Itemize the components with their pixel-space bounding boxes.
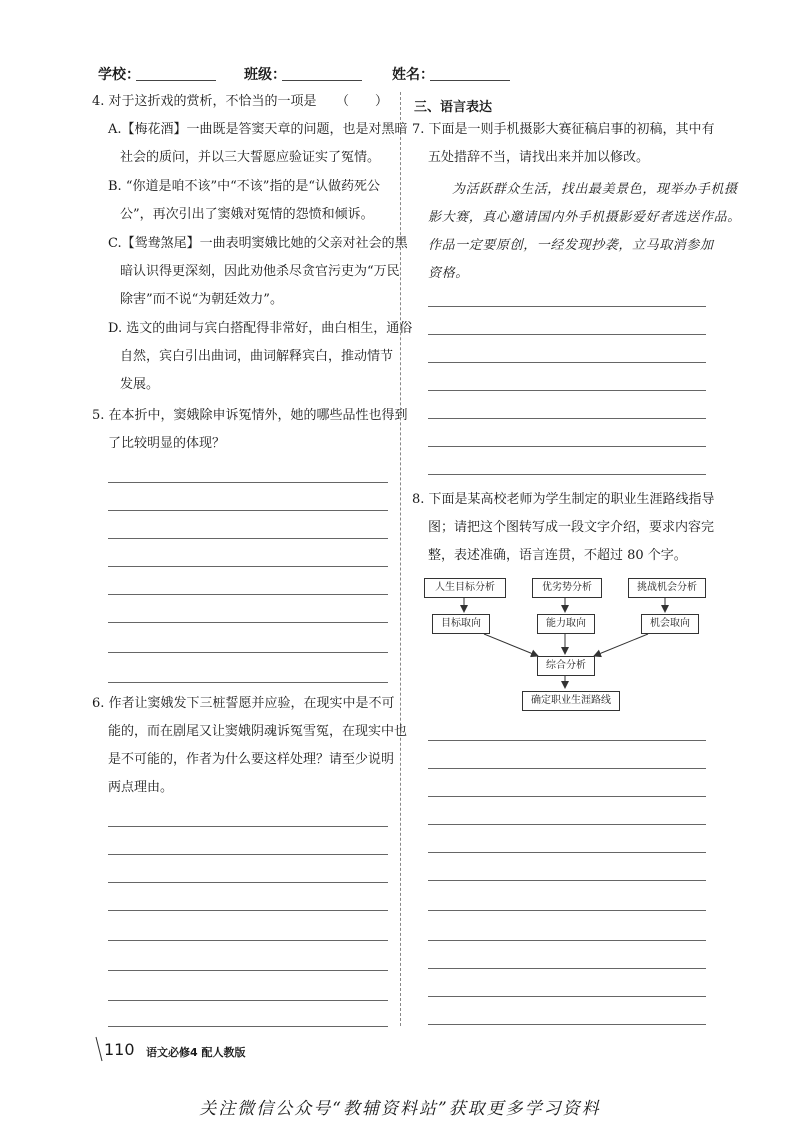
answer-line[interactable]: [428, 796, 706, 797]
q6-line-1: 6. 作者让窦娥发下三桩誓愿并应验，在现实中是不可: [92, 696, 395, 711]
school-field[interactable]: [136, 80, 216, 81]
q4-option-b-cont: 公”，再次引出了窦娥对冤情的怨愤和倾诉。: [120, 207, 374, 222]
answer-line[interactable]: [108, 594, 388, 595]
q8-line-2: 图；请把这个图转写成一段文字介绍，要求内容完: [428, 520, 715, 535]
q7-passage-1: 为活跃群众生活，找出最美景色，现举办手机摄: [452, 182, 738, 197]
q4-option-d: D. 选文的曲词与宾白搭配得非常好，曲白相生，通俗: [108, 321, 413, 336]
answer-line[interactable]: [108, 882, 388, 883]
q8-line-1: 8. 下面是某高校老师为学生制定的职业生涯路线指导: [412, 492, 715, 507]
q4-option-c-cont: 暗认识得更深刻，因此劝他杀尽贪官污吏为“万民: [120, 264, 400, 279]
q4-stem: 4. 对于这折戏的赏析，不恰当的一项是: [92, 94, 317, 109]
answer-line[interactable]: [108, 682, 388, 683]
box-goal-orientation: 目标取向: [432, 614, 490, 634]
answer-line[interactable]: [108, 538, 388, 539]
box-life-goal-analysis: 人生目标分析: [424, 578, 506, 598]
box-opportunity-orientation: 机会取向: [641, 614, 699, 634]
answer-line[interactable]: [428, 880, 706, 881]
q6-line-2: 能的，而在剧尾又让窦娥阴魂诉冤雪冤，在现实中也: [108, 724, 408, 739]
q4-option-d-cont: 自然，宾白引出曲词，曲词解释宾白，推动情节: [120, 349, 394, 364]
q4-option-c-cont2: 除害”而不说“为朝廷效力”。: [120, 292, 283, 307]
promo-note: 关注微信公众号“教辅资料站”获取更多学习资料: [199, 1099, 601, 1119]
answer-line[interactable]: [108, 970, 388, 971]
q8-line-3: 整，表述准确，语言连贯，不超过 80 个字。: [428, 548, 687, 563]
q7-line-1: 7. 下面是一则手机摄影大赛征稿启事的初稿，其中有: [412, 122, 715, 137]
q5-line-2: 了比较明显的体现？: [108, 436, 226, 451]
q4-answer-paren[interactable]: （ ）: [336, 94, 389, 109]
q4-option-b: B. “你道是咱不该”中“不该”指的是“认做药死公: [108, 179, 381, 194]
answer-line[interactable]: [428, 446, 706, 447]
school-label: 学校：: [98, 67, 140, 83]
q4-option-a: A.【梅花酒】一曲既是答窦天章的问题，也是对黑暗: [108, 122, 408, 137]
page-marker-slash: [94, 1036, 104, 1062]
q4-option-d-cont2: 发展。: [120, 377, 160, 392]
answer-line[interactable]: [108, 910, 388, 911]
answer-line[interactable]: [108, 940, 388, 941]
q7-passage-4: 资格。: [428, 266, 469, 281]
answer-line[interactable]: [108, 510, 388, 511]
answer-line[interactable]: [428, 940, 706, 941]
answer-line[interactable]: [428, 418, 706, 419]
name-field[interactable]: [430, 80, 510, 81]
answer-line[interactable]: [108, 482, 388, 483]
q4-option-a-cont: 社会的质问，并以三大誓愿应验证实了冤情。: [120, 150, 381, 165]
answer-line[interactable]: [108, 566, 388, 567]
box-challenge-analysis: 挑战机会分析: [628, 578, 706, 598]
book-title: 语文必修4 配人教版: [146, 1046, 246, 1059]
box-swot-analysis: 优劣势分析: [532, 578, 602, 598]
answer-line[interactable]: [428, 362, 706, 363]
answer-line[interactable]: [428, 768, 706, 769]
answer-line[interactable]: [428, 334, 706, 335]
q7-passage-2: 影大赛，真心邀请国内外手机摄影爱好者选送作品。: [428, 210, 741, 225]
name-label: 姓名：: [392, 67, 434, 83]
answer-line[interactable]: [108, 652, 388, 653]
answer-line[interactable]: [428, 852, 706, 853]
answer-line[interactable]: [428, 1024, 706, 1025]
page-number: 110: [104, 1040, 135, 1059]
box-career-path: 确定职业生涯路线: [522, 691, 620, 711]
answer-line[interactable]: [428, 740, 706, 741]
q7-line-2: 五处措辞不当，请找出来并加以修改。: [428, 150, 650, 165]
answer-line[interactable]: [428, 824, 706, 825]
answer-line[interactable]: [428, 306, 706, 307]
answer-line[interactable]: [428, 910, 706, 911]
class-field[interactable]: [282, 80, 362, 81]
class-label: 班级：: [244, 67, 286, 83]
answer-line[interactable]: [108, 622, 388, 623]
q7-passage-3: 作品一定要原创，一经发现抄袭，立马取消参加: [428, 238, 714, 253]
section-title: 三、语言表达: [414, 100, 493, 115]
q4-option-c: C.【鸳鸯煞尾】一曲表明窦娥比她的父亲对社会的黑: [108, 236, 408, 251]
answer-line[interactable]: [108, 1000, 388, 1001]
answer-line[interactable]: [428, 474, 706, 475]
box-ability-orientation: 能力取向: [537, 614, 595, 634]
box-combined-analysis: 综合分析: [537, 656, 595, 676]
answer-line[interactable]: [108, 826, 388, 827]
q6-line-4: 两点理由。: [108, 780, 174, 795]
answer-line[interactable]: [428, 996, 706, 997]
answer-line[interactable]: [428, 390, 706, 391]
answer-line[interactable]: [108, 854, 388, 855]
answer-line[interactable]: [108, 1026, 388, 1027]
q6-line-3: 是不可能的，作者为什么要这样处理？请至少说明: [108, 752, 395, 767]
answer-line[interactable]: [428, 968, 706, 969]
q5-line-1: 5. 在本折中，窦娥除申诉冤情外，她的哪些品性也得到: [92, 408, 408, 423]
